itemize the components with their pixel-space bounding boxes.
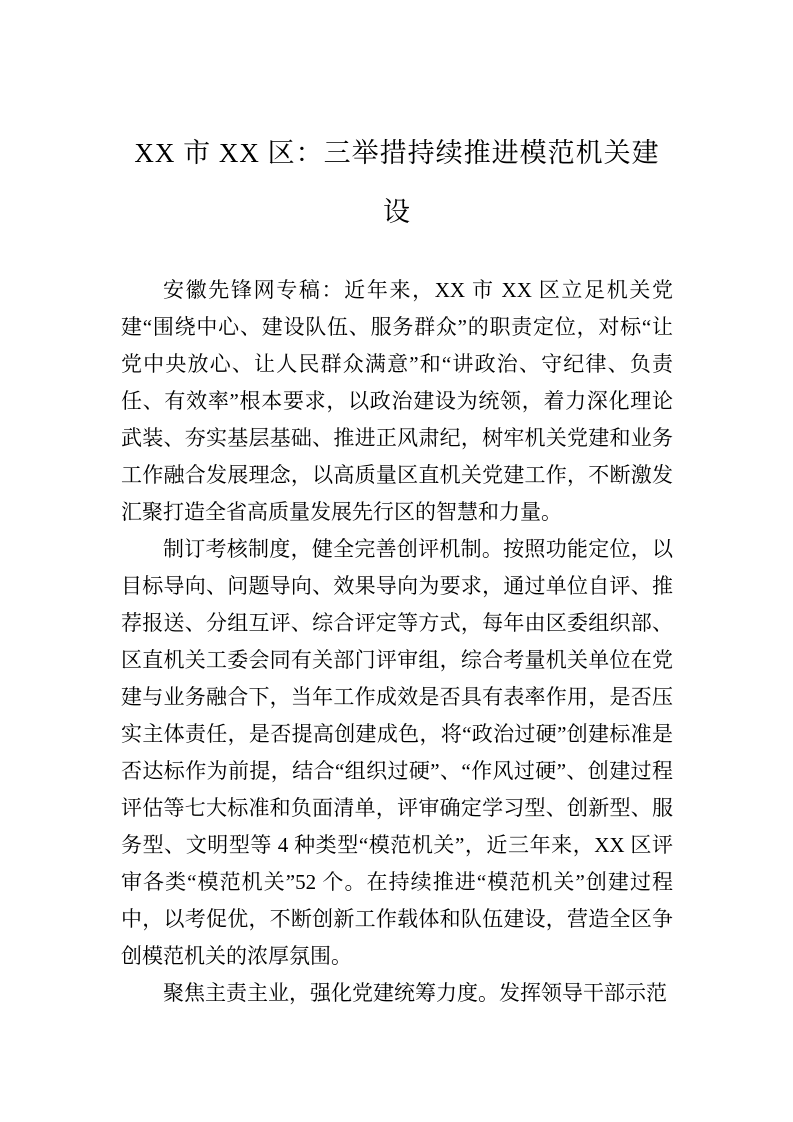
paragraph-evaluation-mechanism: 制订考核制度，健全完善创评机制。按照功能定位，以目标导向、问题导向、效果导向为要求，通过单位自评、推荐报送、分组互评、综合评定等方式，每年由区委组织部、区直机关工委会同有关部门评审组，综合考量机关单位在党建与业务融合下，当年工作成效是否具有表率作用，是否压实主体责任，是否提高创建成色，将“政治过硬”创建标准是否达标作为前提，结合“组织过硬”、“作风过硬”、创建过程评估等七大标准和负面清单，评审确定学习型、创新型、服务型、文明型等 4 种类型“模范机关”，近三年来，XX 区评审各类“模范机关”52 个。在持续推进“模范机关”创建过程中，以考促优，不断创新工作载体和队伍建设，营造全区争创模范机关的浓厚氛围。	[121, 537, 673, 968]
paragraph-intro: 安徽先锋网专稿：近年来，XX 市 XX 区立足机关党建“围绕中心、建设队伍、服务群众”的职责定位，对标“让党中央放心、让人民群众满意”和“讲政治、守纪律、负责任、有效率”根本要求，以政治建设为统领，着力深化理论武装、夯实基层基础、推进正风肃纪，树牢机关党建和业务工作融合发展理念，以高质量区直机关党建工作，不断激发汇聚打造全省高质量发展先行区的智慧和力量。	[121, 278, 673, 524]
paragraph-party-building-truncated: 聚焦主责主业，强化党建统筹力度。发挥领导干部示范	[163, 981, 667, 1005]
document-title: XX 市 XX 区：三举措持续推进模范机关建设	[134, 138, 660, 227]
document-body	[121, 272, 673, 1012]
